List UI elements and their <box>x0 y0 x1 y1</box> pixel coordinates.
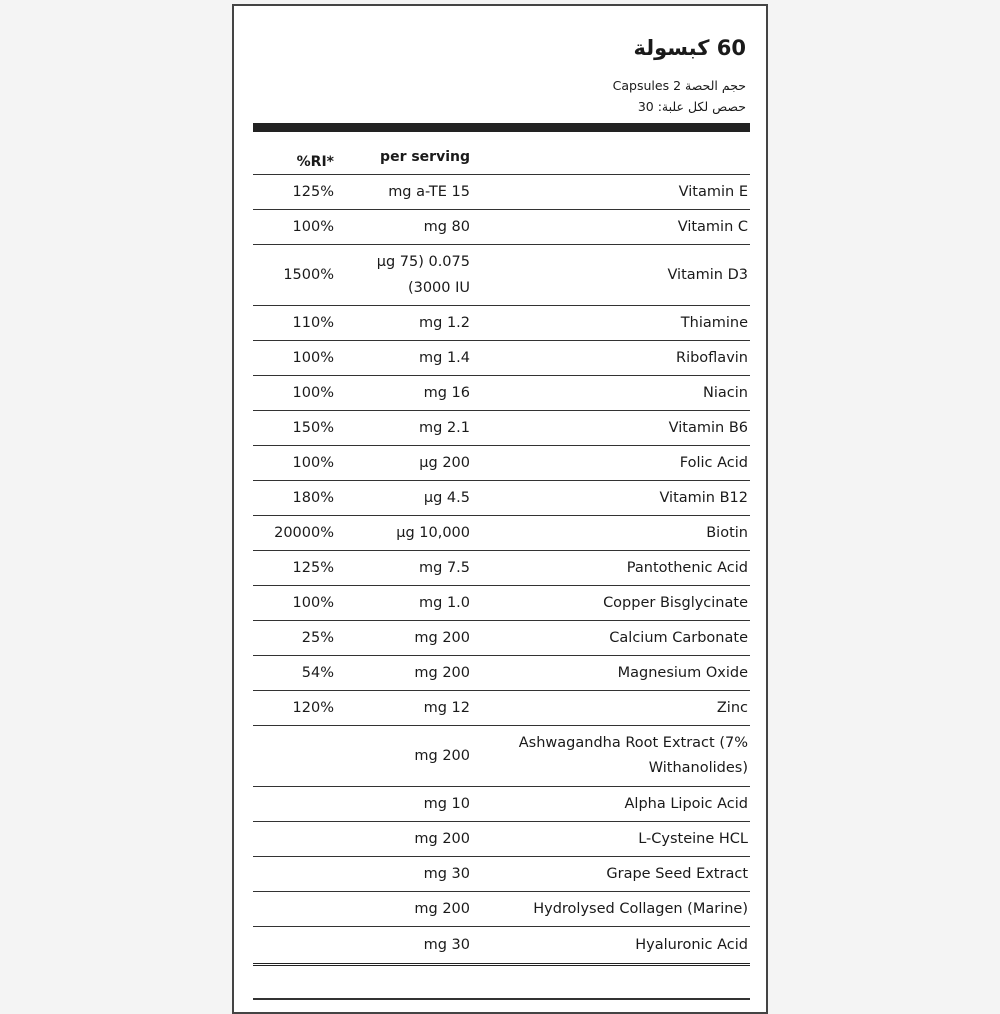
table-row <box>253 857 750 892</box>
row-nutrient: Niacin <box>470 376 750 411</box>
row-amount: mg 12 <box>334 691 470 726</box>
nutrition-label-panel <box>232 4 768 1014</box>
row-nutrient: Biotin <box>470 516 750 551</box>
header-ri: %RI* <box>253 136 334 175</box>
row-nutrient: Vitamin B6 <box>470 411 750 446</box>
row-nutrient: Zinc <box>470 691 750 726</box>
row-amount: mg 200 <box>334 892 470 927</box>
row-ri: 54% <box>253 656 334 691</box>
row-amount: µg 10,000 <box>334 516 470 551</box>
product-title: 60 كبسولة <box>633 36 746 60</box>
row-nutrient: Vitamin E <box>470 175 750 210</box>
row-amount: µg 4.5 <box>334 481 470 516</box>
row-amount: mg 1.4 <box>334 341 470 376</box>
row-ri: 150% <box>253 411 334 446</box>
row-amount: mg 200 <box>334 726 470 787</box>
row-ri <box>253 787 334 822</box>
row-amount: mg 10 <box>334 787 470 822</box>
row-amount: mg a-TE 15 <box>334 175 470 210</box>
row-amount: mg 1.2 <box>334 306 470 341</box>
table-row <box>253 927 750 965</box>
table-row <box>253 306 750 341</box>
table-row <box>253 586 750 621</box>
row-nutrient: Vitamin D3 <box>470 245 750 306</box>
row-amount <box>334 245 470 306</box>
header-nutrient <box>470 136 750 175</box>
table-header-row <box>253 136 750 175</box>
row-nutrient: Grape Seed Extract <box>470 857 750 892</box>
row-ri <box>253 726 334 787</box>
row-ri: 100% <box>253 376 334 411</box>
table-row <box>253 446 750 481</box>
row-nutrient: Vitamin B12 <box>470 481 750 516</box>
row-ri: 25% <box>253 621 334 656</box>
row-nutrient <box>470 726 750 787</box>
table-row <box>253 621 750 656</box>
table-row <box>253 341 750 376</box>
row-nutrient: Hyaluronic Acid <box>470 927 750 965</box>
row-ri: 100% <box>253 586 334 621</box>
row-ri <box>253 927 334 965</box>
row-ri <box>253 892 334 927</box>
table-row <box>253 516 750 551</box>
row-amount: mg 200 <box>334 656 470 691</box>
row-amount: mg 16 <box>334 376 470 411</box>
row-amount: mg 1.0 <box>334 586 470 621</box>
row-nutrient: Pantothenic Acid <box>470 551 750 586</box>
header-per-serving: per serving <box>334 136 470 175</box>
table-row <box>253 245 750 306</box>
row-ri <box>253 857 334 892</box>
row-nutrient: Alpha Lipoic Acid <box>470 787 750 822</box>
row-amount: mg 2.1 <box>334 411 470 446</box>
row-amount: mg 200 <box>334 621 470 656</box>
table-row <box>253 210 750 245</box>
row-amount: µg 200 <box>334 446 470 481</box>
row-nutrient: L-Cysteine HCL <box>470 822 750 857</box>
row-amount-line2: (3000 IU <box>407 280 470 296</box>
table-row <box>253 376 750 411</box>
servings-per-pack: حصص لكل علبة: 30 <box>637 99 746 114</box>
row-amount: mg 30 <box>334 927 470 965</box>
row-amount-line1: µg 75) 0.075 <box>376 254 470 270</box>
row-nutrient: Hydrolysed Collagen (Marine) <box>470 892 750 927</box>
row-nutrient: Vitamin C <box>470 210 750 245</box>
header-divider-bar <box>253 123 750 132</box>
row-amount: mg 30 <box>334 857 470 892</box>
row-amount: mg 7.5 <box>334 551 470 586</box>
table-row <box>253 726 750 787</box>
table-row <box>253 481 750 516</box>
table-row <box>253 787 750 822</box>
row-nutrient-line2: Withanolides) <box>648 760 748 776</box>
footer-divider <box>253 998 750 1000</box>
row-nutrient: Calcium Carbonate <box>470 621 750 656</box>
table-row <box>253 551 750 586</box>
row-ri: 110% <box>253 306 334 341</box>
row-ri: 180% <box>253 481 334 516</box>
table-row <box>253 175 750 210</box>
table-row <box>253 411 750 446</box>
row-amount: mg 80 <box>334 210 470 245</box>
row-ri: 20000% <box>253 516 334 551</box>
table-row <box>253 691 750 726</box>
serving-size: حجم الحصة 2 Capsules <box>612 78 746 93</box>
row-ri: 100% <box>253 341 334 376</box>
row-ri: 100% <box>253 446 334 481</box>
row-ri: 100% <box>253 210 334 245</box>
table-row <box>253 656 750 691</box>
row-ri <box>253 822 334 857</box>
row-ri: 120% <box>253 691 334 726</box>
nutrition-table <box>253 136 750 966</box>
row-nutrient: Riboflavin <box>470 341 750 376</box>
row-nutrient: Folic Acid <box>470 446 750 481</box>
row-amount: mg 200 <box>334 822 470 857</box>
table-row <box>253 892 750 927</box>
row-nutrient: Copper Bisglycinate <box>470 586 750 621</box>
label-header <box>254 6 750 122</box>
row-ri: 125% <box>253 175 334 210</box>
row-nutrient: Thiamine <box>470 306 750 341</box>
row-nutrient: Magnesium Oxide <box>470 656 750 691</box>
table-row <box>253 822 750 857</box>
row-ri: 1500% <box>253 245 334 306</box>
row-ri: 125% <box>253 551 334 586</box>
row-nutrient-line1: Ashwagandha Root Extract (7% <box>518 735 748 751</box>
